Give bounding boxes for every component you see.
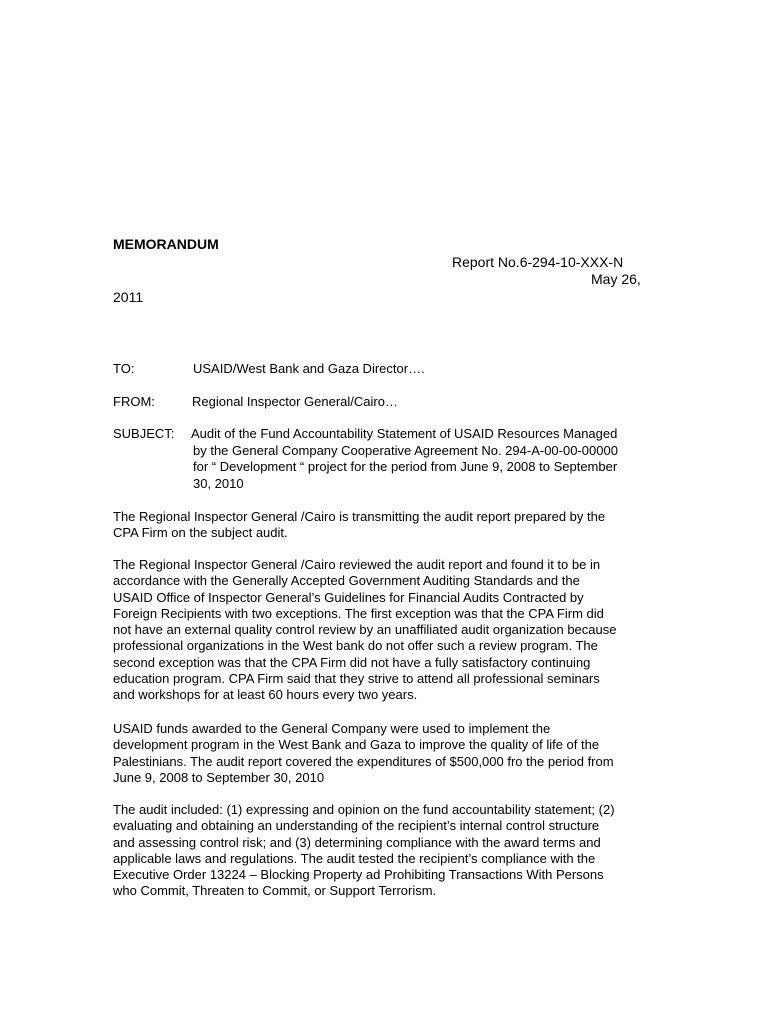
- memo-date-year: 2011: [113, 289, 144, 305]
- paragraph-line: not have an external quality control review by an unaffiliated audit organization because: [113, 622, 617, 638]
- to-value: USAID/West Bank and Gaza Director….: [193, 361, 425, 376]
- paragraph-line: CPA Firm on the subject audit.: [113, 525, 288, 541]
- report-number: Report No.6-294-10-XXX-N: [452, 254, 624, 270]
- paragraph-line: The Regional Inspector General /Cairo is transmitting the audit report prepared by the: [113, 509, 606, 524]
- paragraph-line: Executive Order 13224 – Blocking Property ad Prohibiting Transactions With Persons: [113, 867, 604, 883]
- paragraph-line: The audit included: (1) expressing and opinion on the fund accountability statement; (2): [113, 802, 615, 817]
- paragraph-line: and workshops for at least 60 hours every two years.: [113, 687, 418, 703]
- paragraph-line: The Regional Inspector General /Cairo reviewed the audit report and found it to be in: [113, 557, 601, 572]
- body-paragraph-4: [113, 802, 658, 900]
- paragraph-line: USAID Office of Inspector General’s Guidelines for Financial Audits Contracted by: [113, 589, 584, 605]
- subject-line: by the General Company Cooperative Agreement No. 294-A-00-00-00000: [193, 442, 618, 458]
- subject-line: 30, 2010: [193, 475, 244, 491]
- paragraph-line: second exception was that the CPA Firm did not have a fully satisfactory continuing: [113, 654, 591, 670]
- paragraph-line: education program. CPA Firm said that they strive to attend all professional seminars: [113, 671, 600, 687]
- memo-date: May 26,: [591, 271, 641, 287]
- paragraph-line: evaluating and obtaining an understanding of the recipient’s internal control structure: [113, 818, 600, 834]
- subject-line: Audit of the Fund Accountability Statement of USAID Resources Managed: [191, 426, 618, 441]
- body-paragraph-3: [113, 721, 658, 786]
- paragraph-line: professional organizations in the West bank do not offer such a review program. The: [113, 638, 598, 654]
- body-paragraph-1: [113, 509, 658, 542]
- paragraph-line: applicable laws and regulations. The audit tested the recipient’s compliance with the: [113, 850, 596, 866]
- subject-value: [191, 426, 651, 492]
- paragraph-line: accordance with the Generally Accepted Government Auditing Standards and the: [113, 573, 580, 589]
- paragraph-line: Palestinians. The audit report covered the expenditures of $500,000 fro the period from: [113, 753, 614, 769]
- paragraph-line: USAID funds awarded to the General Company were used to implement the: [113, 721, 551, 736]
- subject-line: for “ Development “ project for the period from June 9, 2008 to September: [193, 459, 618, 474]
- subject-label: SUBJECT:: [113, 426, 175, 441]
- paragraph-line: and assessing control risk; and (3) determining compliance with the award terms and: [113, 834, 601, 850]
- paragraph-line: June 9, 2008 to September 30, 2010: [113, 769, 325, 785]
- to-label: TO:: [113, 361, 135, 376]
- body-paragraph-2: [113, 557, 658, 704]
- from-value: Regional Inspector General/Cairo…: [192, 394, 398, 409]
- paragraph-line: who Commit, Threaten to Commit, or Support Terrorism.: [113, 883, 437, 899]
- from-label: FROM:: [113, 394, 155, 409]
- memo-title: MEMORANDUM: [113, 236, 219, 252]
- paragraph-line: development program in the West Bank and Gaza to improve the quality of life of the: [113, 737, 600, 753]
- paragraph-line: Foreign Recipients with two exceptions. The first exception was that the CPA Firm did: [113, 605, 604, 621]
